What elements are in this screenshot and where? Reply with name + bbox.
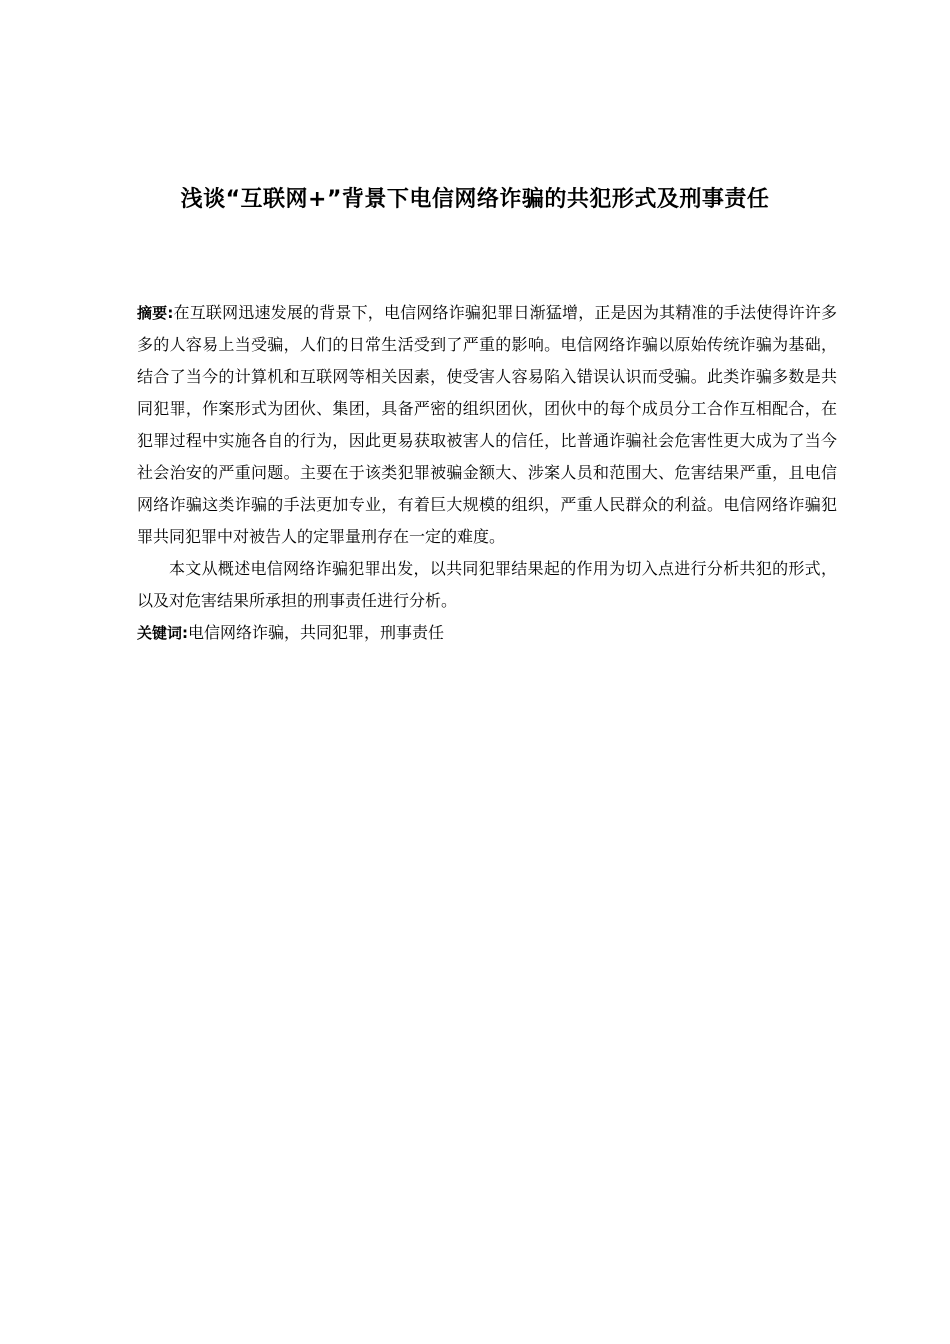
abstract-paragraph-2: 本文从概述电信网络诈骗犯罪出发，以共同犯罪结果起的作用为切入点进行分析共犯的形式，以及对危害结果所承担的刑事责任进行分析。 <box>137 559 837 610</box>
abstract-paragraph <box>137 297 837 553</box>
abstract-section <box>137 297 837 649</box>
abstract-label: 摘要: <box>137 304 174 322</box>
abstract-text: 在互联网迅速发展的背景下，电信网络诈骗犯罪日渐猛增，正是因为其精准的手法使得许许多多的人容易上当受骗，人们的日常生活受到了严重的影响。电信网络诈骗以原始传统诈骗为基础，结合了当今的计算机和互联网等相关因素，使受害人容易陷入错误认识而受骗。此类诈骗多数是共同犯罪，作案形式为团伙、集团，具备严密的组织团伙，团伙中的每个成员分工合作互相配合，在犯罪过程中实施各自的行为，因此更易获取被害人的信任，比普通诈骗社会危害性更大成为了当今社会治安的严重问题。主要在于该类犯罪被骗金额大、涉案人员和范围大、危害结果严重，且电信网络诈骗这类诈骗的手法更加专业，有着巨大规模的组织，严重人民群众的利益。电信网络诈骗犯罪共同犯罪中对被告人的定罪量刑存在一定的难度。 <box>137 303 837 546</box>
keywords-label: 关键词: <box>137 624 188 642</box>
keywords-text: 电信网络诈骗，共同犯罪，刑事责任 <box>188 623 445 642</box>
keywords-paragraph <box>137 617 837 649</box>
document-title: 浅谈“互联网+”背景下电信网络诈骗的共犯形式及刑事责任 <box>180 187 770 212</box>
